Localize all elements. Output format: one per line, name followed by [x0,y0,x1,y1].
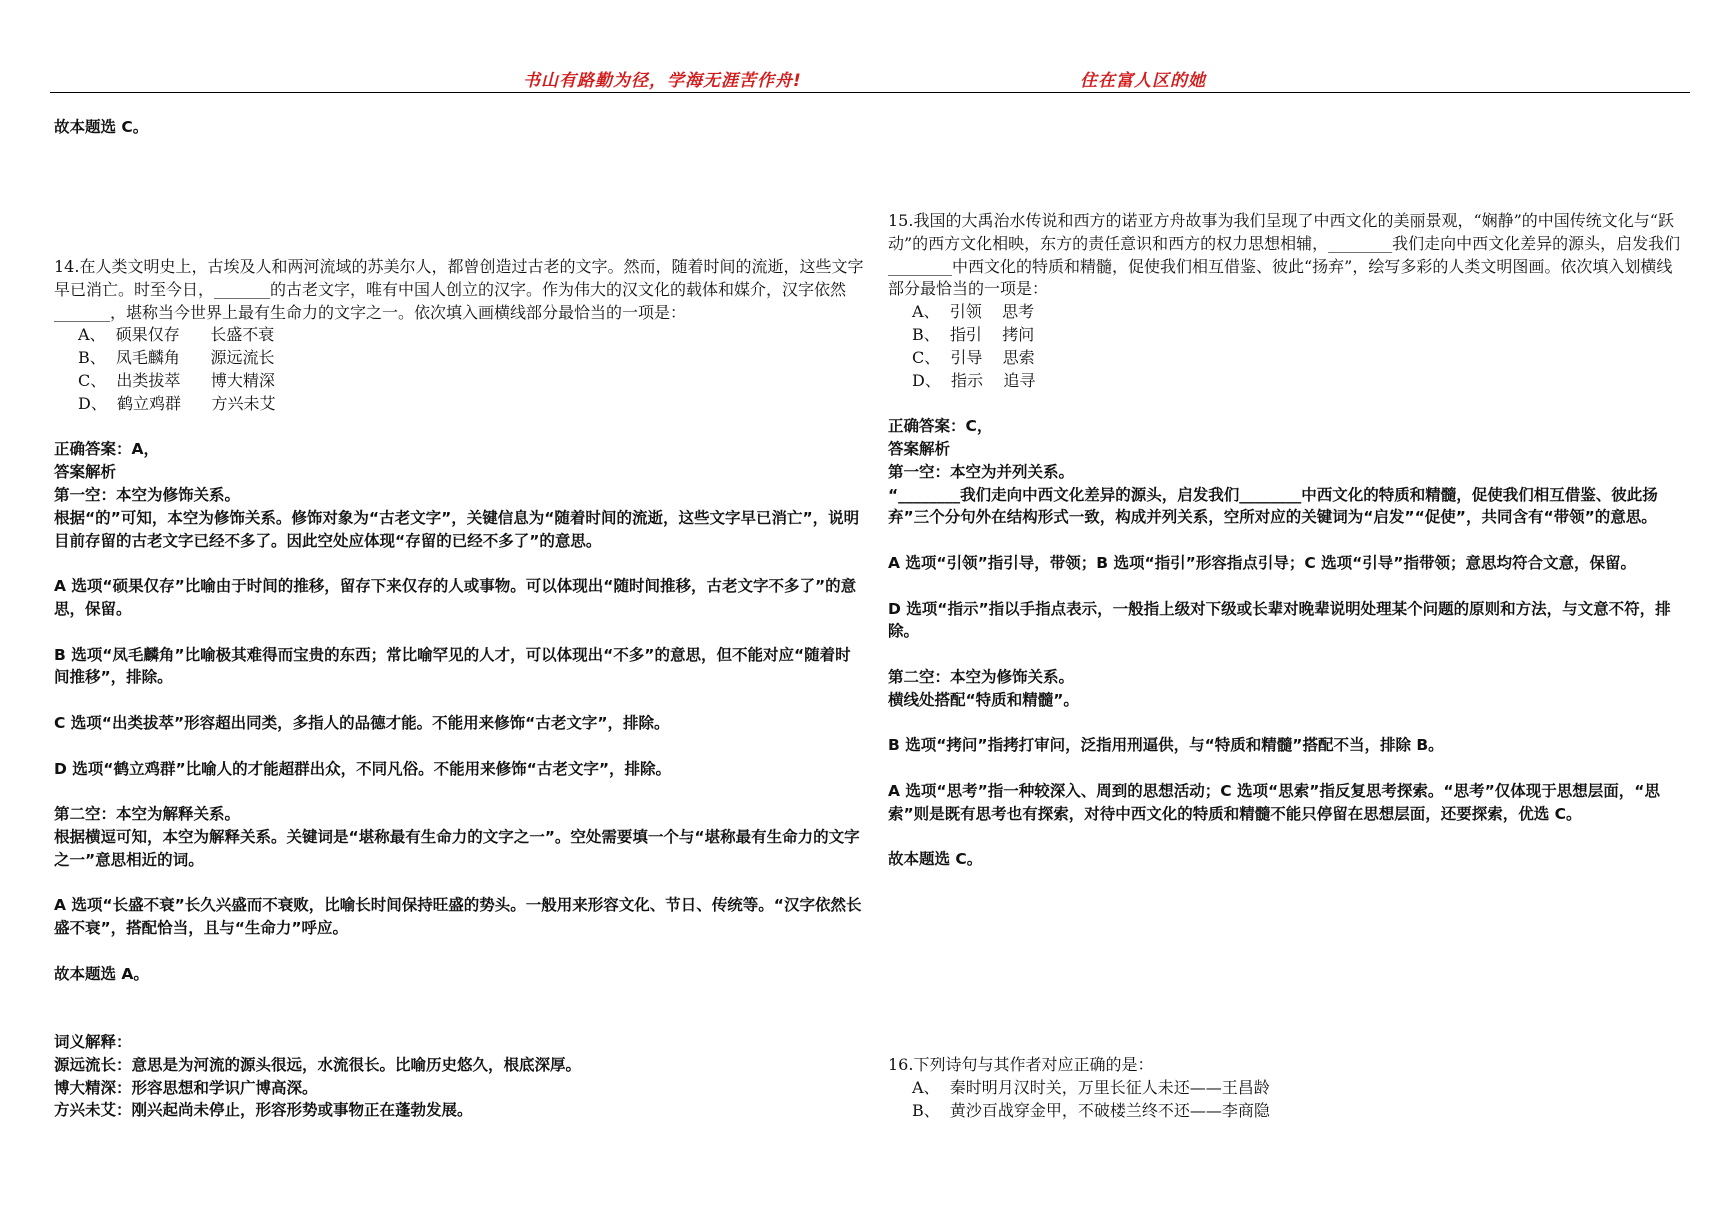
analysis-line [888,529,1688,552]
analysis-line: 第二空：本空为修饰关系。 [888,667,1075,686]
analysis-line: 第二空：本空为解释关系。 [54,805,241,824]
question-15-options [888,301,1688,392]
question-14-analysis-title: 答案解析 [54,463,117,482]
analysis-line: “________我们走向中西文化差异的源头，启发我们________中西文化的特质和精髓，促使我们相互借鉴、彼此扬弃”三个分句外在结构形式一致，构成并列关系，空所对应的关键词为“启发”“促使”，共同含有“带领”的意思。 [888,485,1658,527]
analysis-line: 源远流长：意思是为河流的源头很远，水流很长。比喻历史悠久，根底深厚。 [54,1055,582,1074]
analysis-line: 词义解释： [54,1033,132,1052]
analysis-line [54,872,866,895]
question-16-stem: 16.下列诗句与其作者对应正确的是： [888,1055,1154,1074]
question-14-option-a: A、 硕果仅存 长盛不衰 [78,325,275,345]
analysis-line: A 选项“硕果仅存”比喻由于时间的推移，留存下来仅存的人或事物。可以体现出“随时间推移，古老文字不多了”的意思，保留。 [54,577,857,618]
analysis-line: 根据横逗可知，本空为解释关系。关键词是“堪称最有生命力的文字之一”。空处需要填一个与“堪称最有生命力的文字之一”意思相近的词。 [54,827,860,869]
analysis-line: B 选项“拷问”指拷打审问，泛指用刑逼供，与“特质和精髓”搭配不当，排除 B。 [888,736,1444,755]
question-14-analysis [54,484,866,1122]
question-16-option-b: B、 黄沙百战穿金甲，不破楼兰终不还——李商隐 [912,1100,1270,1120]
question-14-stem: 14.在人类文明史上，古埃及人和两河流域的苏美尔人，都曾创造过古老的文字。然而，随着时间的流逝，这些文字早已消亡。时至今日，_______的古老文字，唯有中国人创立的汉字。作为伟大的汉文化的载体和媒介，汉字依然_______，堪称当今世界上最有生命力的文字之一。依次填入画横线部分最恰当的一项是： [54,257,864,322]
analysis-line: 根据“的”可知，本空为修饰关系。修饰对象为“古老文字”，关键信息为“随着时间的流逝，这些文字早已消亡”，说明目前存留的古老文字已经不多了。因此空处应体现“存留的已经不多了”的意思。 [54,508,860,550]
question-15-option-b: B、 指引 拷问 [912,324,1035,344]
analysis-line [888,826,1688,849]
analysis-line [54,780,866,803]
analysis-line: 第一空：本空为并列关系。 [888,462,1075,481]
question-15 [888,210,1688,871]
header-motto-right: 住在富人区的她 [1080,71,1206,91]
analysis-line: A 选项“引领”指引导，带领；B 选项“指引”形容指点引导；C 选项“引导”指带领；意思均符合文意，保留。 [888,553,1636,572]
analysis-line [54,735,866,758]
analysis-line: 第一空：本空为修饰关系。 [54,485,241,504]
analysis-line [54,689,866,712]
analysis-line [54,552,866,575]
analysis-line: B 选项“凤毛麟角”比喻极其难得而宝贵的东西；常比喻罕见的人才，可以体现出“不多”的意思，但不能对应“随着时间推移”，排除。 [54,645,851,687]
question-14-option-d: D、 鹤立鸡群 方兴未艾 [78,393,276,413]
analysis-line: 故本题选 A。 [54,964,149,983]
question-16-option-a: A、 秦时明月汉时关，万里长征人未还——王昌龄 [912,1077,1270,1097]
question-14-option-c: C、 出类拔萃 博大精深 [78,370,275,390]
question-14-option-b: B、 凤毛麟角 源远流长 [78,348,275,368]
question-15-option-c: C、 引导 思索 [912,347,1035,367]
question-15-answer: 正确答案：C， [888,417,993,436]
left-top-conclusion [54,116,866,139]
analysis-line: 横线处搭配“特质和精髓”。 [888,690,1079,709]
analysis-line [888,643,1688,666]
analysis-line [54,940,866,963]
question-15-analysis-title: 答案解析 [888,439,951,458]
header-motto-left: 书山有路勤为径，学海无涯苦作舟! [523,71,802,91]
question-14-options [54,324,866,415]
analysis-line: A 选项“思考”指一种较深入、周到的思想活动；C 选项“思索”指反复思考探索。“思考”仅体现于思想层面，“思索”则是既有思考也有探索，对待中西文化的特质和精髓不能只停留在思想层面，还要探索，优选 C。 [888,781,1660,823]
page-header [50,62,1690,93]
analysis-line [54,621,866,644]
question-15-analysis [888,461,1688,871]
analysis-line [888,575,1688,598]
question-15-option-d: D、 指示 追寻 [912,370,1036,390]
analysis-line: D 选项“鹤立鸡群”比喻人的才能超群出众，不同凡俗。不能用来修饰“古老文字”，排除。 [54,759,672,778]
analysis-line: A 选项“长盛不衰”长久兴盛而不衰败，比喻长时间保持旺盛的势头。一般用来形容文化、节日、传统等。“汉字依然长盛不衰”，搭配恰当，且与“生命力”呼应。 [54,896,862,938]
question-14-answer: 正确答案：A， [54,440,159,459]
analysis-line: D 选项“指示”指以手指点表示，一般指上级对下级或长辈对晚辈说明处理某个问题的原则和方法，与文意不符，排除。 [888,599,1671,641]
question-15-stem: 15.我国的大禹治水传说和西方的诺亚方舟故事为我们呈现了中西文化的美丽景观，“娴静”的中国传统文化与“跃动”的西方文化相映，东方的责任意识和西方的权力思想相辅，________我们走向中西文化差异的源头，启发我们________中西文化的特质和精髓，促使我们相互借鉴、彼此“扬弃”，绘写多彩的人类文明图画。依次填入划横线部分最恰当的一项是： [888,211,1681,299]
analysis-line [888,757,1688,780]
analysis-line: 故本题选 C。 [888,850,983,869]
analysis-line: 博大精深：形容思想和学识广博高深。 [54,1078,318,1097]
question-15-option-a: A、 引领 思考 [912,302,1035,322]
analysis-line: C 选项“出类拔萃”形容超出同类，多指人的品德才能。不能用来修饰“古老文字”，排除。 [54,713,670,732]
conclusion-text: 故本题选 C。 [54,118,149,136]
question-16 [888,1054,1688,1122]
analysis-line [54,986,866,1009]
analysis-line [888,712,1688,735]
analysis-line [54,1008,866,1031]
question-14 [54,256,866,1122]
analysis-line: 方兴未艾：刚兴起尚未停止，形容形势或事物正在蓬勃发展。 [54,1101,473,1120]
